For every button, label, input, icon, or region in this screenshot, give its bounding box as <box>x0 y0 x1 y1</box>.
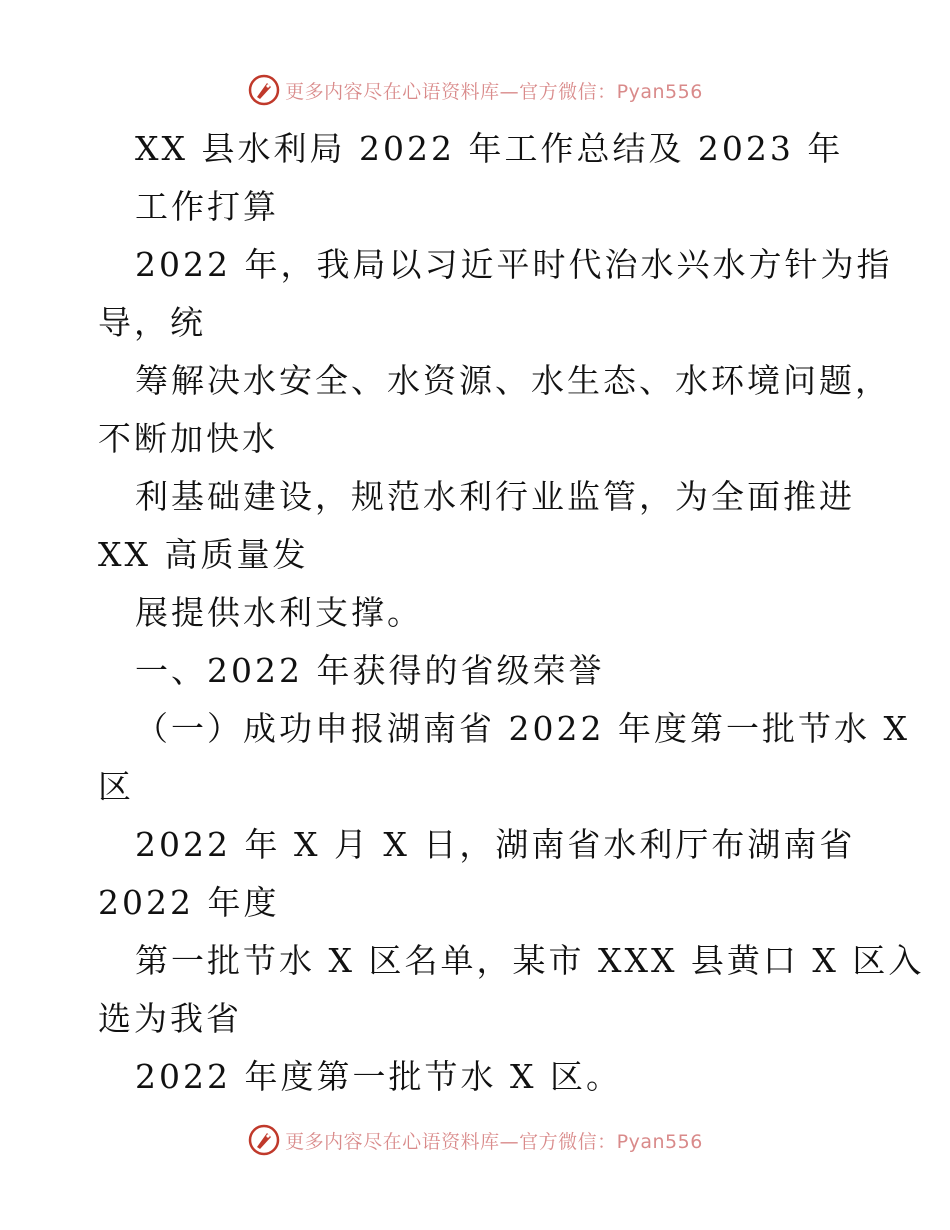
watermark-text: 更多内容尽在心语资料库—官方微信：Pyan556 <box>285 1130 703 1153</box>
paragraph-line: 第一批节水 X 区名单，某市 XXX 县黄口 X 区入 <box>135 941 925 980</box>
header-watermark-banner <box>0 70 950 110</box>
paragraph-line: 选为我省 <box>98 999 242 1038</box>
paragraph-line: 展提供水利支撑。 <box>135 593 423 632</box>
paragraph-line: 2022 年 X 月 X 日，湖南省水利厅布湖南省 <box>135 825 856 864</box>
section-heading: 一、2022 年获得的省级荣誉 <box>135 651 605 690</box>
document-title-line-1: XX 县水利局 2022 年工作总结及 2023 年 <box>135 129 844 168</box>
footer-watermark-banner <box>0 1120 950 1160</box>
paragraph-line: 2022 年度 <box>98 883 280 922</box>
subsection-heading-continued: 区 <box>98 767 134 806</box>
paragraph-line: XX 高质量发 <box>98 535 309 574</box>
paragraph-line: 导，统 <box>98 303 206 342</box>
paragraph-line: 筹解决水安全、水资源、水生态、水环境问题， <box>135 361 891 400</box>
document-title-line-2: 工作打算 <box>135 187 279 226</box>
pen-nib-logo-icon <box>247 73 281 107</box>
paragraph-line: 2022 年，我局以习近平时代治水兴水方针为指 <box>135 245 893 284</box>
watermark-text: 更多内容尽在心语资料库—官方微信：Pyan556 <box>285 80 703 103</box>
paragraph-line: 不断加快水 <box>98 419 278 458</box>
paragraph-line: 2022 年度第一批节水 X 区。 <box>135 1057 622 1096</box>
pen-nib-logo-icon <box>247 1123 281 1157</box>
paragraph-line: 利基础建设，规范水利行业监管，为全面推进 <box>135 477 855 516</box>
subsection-heading: （一）成功申报湖南省 2022 年度第一批节水 X <box>135 709 910 748</box>
